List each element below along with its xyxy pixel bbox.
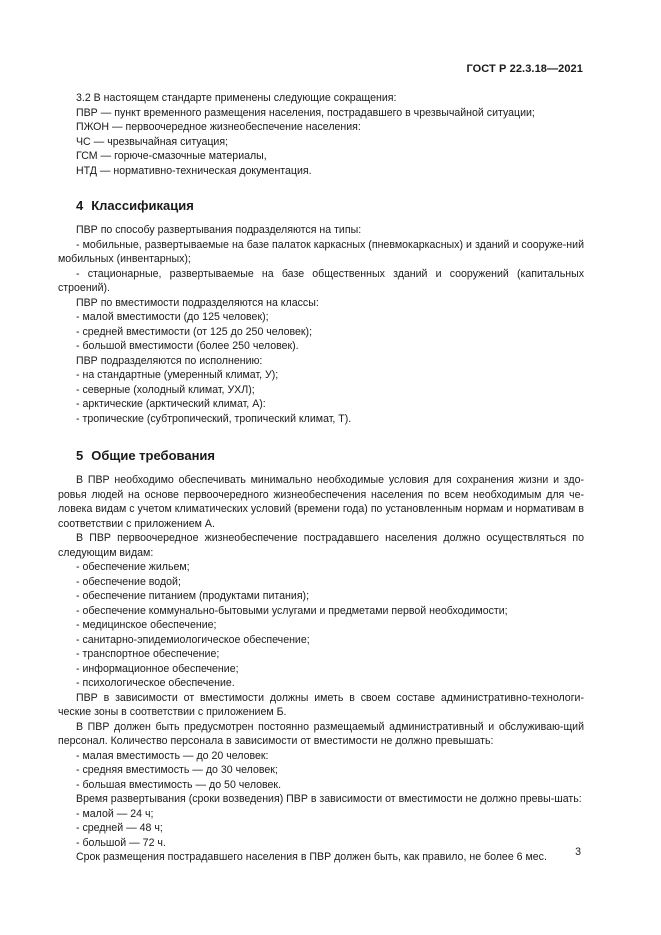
abbreviation-item: ГСМ — горюче-смазочные материалы, bbox=[76, 150, 267, 162]
abbreviation-item: ЧС — чрезвычайная ситуация; bbox=[76, 135, 229, 148]
section-title: Классификация bbox=[91, 198, 194, 213]
paragraph: Срок размещения пострадавшего населения в ПВР должен быть, как правило, не более 6 мес. bbox=[76, 851, 547, 863]
list-item: - малой — 24 ч; bbox=[76, 807, 154, 820]
paragraph: В ПВР необходимо обеспечивать минимально необходимые условия для сохранения жизни и здо-ровья людей на основе первоочередного жизнеобеспечения населения по всем необходимым для че-ловека видам с учетом климатических условий (времени года) по установленным нормам и нормативам в соответствии с приложением А. bbox=[58, 474, 584, 530]
list-item: - обеспечение коммунально-бытовыми услугами и предметами первой необходимости; bbox=[76, 604, 508, 617]
list-item: - малой вместимости (до 125 человек); bbox=[76, 311, 269, 323]
list-item: - средней — 48 ч; bbox=[76, 822, 163, 834]
paragraph: ПВР по способу развертывания подразделяются на типы: bbox=[76, 224, 362, 236]
list-item: - психологическое обеспечение. bbox=[76, 677, 235, 689]
abbreviation-item: ПВР — пункт временного размещения населения, пострадавшего в чрезвычайной ситуации; bbox=[76, 106, 535, 119]
list-item: - санитарно-эпидемиологическое обеспечение; bbox=[76, 633, 310, 646]
page-body bbox=[58, 91, 584, 865]
page-number: 3 bbox=[575, 846, 581, 858]
list-item: - средняя вместимость — до 30 человек; bbox=[76, 764, 278, 776]
list-item: - на стандартные (умеренный климат, У); bbox=[76, 369, 279, 381]
section-heading-classification bbox=[58, 198, 584, 214]
list-item: - обеспечение питанием (продуктами питания); bbox=[76, 590, 310, 602]
section-number: 5 bbox=[76, 448, 84, 463]
list-item: - средней вместимости (от 125 до 250 человек); bbox=[76, 325, 313, 338]
paragraph: ПВР по вместимости подразделяются на классы: bbox=[76, 296, 319, 309]
abbreviations-intro: 3.2 В настоящем стандарте применены следующие сокращения: bbox=[76, 92, 397, 104]
list-item: - большой вместимости (более 250 человек). bbox=[76, 340, 299, 352]
paragraph: ПВР в зависимости от вместимости должны иметь в своем составе административно-технологи-ческие зоны в соответствии с приложением Б. bbox=[58, 691, 584, 718]
abbreviation-item: ПЖОН — первоочередное жизнеобеспечение населения: bbox=[76, 121, 361, 133]
paragraph: В ПВР первоочередное жизнеобеспечение пострадавшего населения должно осуществляться по следующим видам: bbox=[58, 532, 584, 559]
list-item: - тропические (субтропический, тропический климат, Т). bbox=[76, 412, 352, 425]
paragraph: В ПВР должен быть предусмотрен постоянно размещаемый административный и обслуживаю-щий персонал. Количество персонала в зависимости от вместимости не должно превышать: bbox=[58, 720, 584, 747]
section-heading-general-requirements bbox=[58, 448, 584, 464]
abbreviation-item: НТД — нормативно-техническая документация. bbox=[76, 164, 312, 177]
list-item: - большой — 72 ч. bbox=[76, 836, 166, 849]
list-item: - стационарные, развертываемые на базе общественных зданий и сооружений (капитальных строений). bbox=[58, 267, 584, 294]
list-item: - медицинское обеспечение; bbox=[76, 619, 217, 631]
list-item: - мобильные, развертываемые на базе палаток каркасных (пневмокаркасных) и зданий и сооруже-ний мобильных (инвентарных); bbox=[58, 238, 584, 265]
paragraph: ПВР подразделяются по исполнению: bbox=[76, 354, 263, 367]
list-item: - информационное обеспечение; bbox=[76, 662, 239, 675]
list-item: - северные (холодный климат, УХЛ); bbox=[76, 383, 255, 396]
list-item: - арктические (арктический климат, А): bbox=[76, 398, 266, 410]
list-item: - большая вместимость — до 50 человек. bbox=[76, 778, 282, 791]
paragraph: Время развертывания (сроки возведения) ПВР в зависимости от вместимости не должно превы-шать: bbox=[76, 793, 582, 805]
section-number: 4 bbox=[76, 198, 84, 213]
standard-designation: ГОСТ Р 22.3.18—2021 bbox=[466, 63, 583, 75]
list-item: - обеспечение жильем; bbox=[76, 561, 190, 573]
list-item: - обеспечение водой; bbox=[76, 575, 181, 588]
section-title: Общие требования bbox=[91, 448, 215, 463]
list-item: - транспортное обеспечение; bbox=[76, 648, 220, 660]
list-item: - малая вместимость — до 20 человек: bbox=[76, 749, 269, 762]
